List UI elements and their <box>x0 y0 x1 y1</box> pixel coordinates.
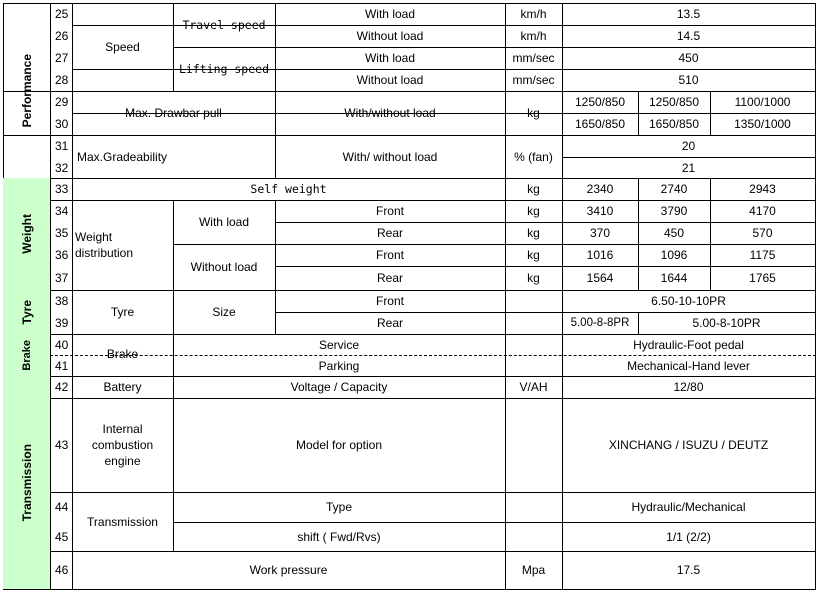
row-number: 44 <box>55 500 69 514</box>
lifting-without-load-label: Without load <box>356 73 424 87</box>
weight-unit: kg <box>527 226 540 240</box>
gradeability-label: Max.Gradeability <box>77 149 168 164</box>
row-number: 39 <box>55 316 69 330</box>
unit-mmsec: mm/sec <box>512 73 555 87</box>
battery-value: 12/80 <box>673 380 704 394</box>
section-transmission: Transmission <box>3 376 50 589</box>
weight-unit: kg <box>527 271 540 285</box>
unit-kmh: km/h <box>520 29 547 43</box>
drawbar-condition: With/without load <box>344 106 436 120</box>
brake-service-label: Service <box>318 337 359 352</box>
self-weight-value: 2340 <box>586 182 614 196</box>
transmission-type-label: Type <box>325 500 352 514</box>
section-tyre: Tyre <box>3 290 50 334</box>
weight-distribution-label: Weight distribution <box>75 230 134 260</box>
brake-parking-value: Mechanical-Hand lever <box>627 358 750 373</box>
row-number: 28 <box>55 73 69 87</box>
grid-line <box>505 290 506 335</box>
with-rear-value: 370 <box>589 226 611 240</box>
without-rear-value: 1644 <box>660 271 688 285</box>
drawbar-unit: kg <box>527 106 540 120</box>
row-number: 33 <box>55 182 69 196</box>
row-number: 32 <box>55 160 69 175</box>
front-label: Front <box>375 204 404 218</box>
drawbar-label: Max. Drawbar pull <box>125 106 222 120</box>
brake-label: Brake <box>106 346 139 361</box>
lifting-without-load-value: 510 <box>678 73 699 87</box>
voltage-capacity-label: Voltage / Capacity <box>290 380 388 394</box>
tyre-rear-value: 5.00-8-10PR <box>692 316 761 330</box>
row-number: 37 <box>55 271 69 285</box>
row-number: 38 <box>55 294 69 308</box>
work-pressure-unit: Mpa <box>521 563 546 577</box>
with-rear-value: 450 <box>663 226 685 240</box>
travel-with-load-label: With load <box>364 7 416 21</box>
row-number: 45 <box>55 529 69 544</box>
row-number: 29 <box>55 95 69 109</box>
drawbar-value: 1650/850 <box>648 117 700 131</box>
drawbar-value: 1250/850 <box>574 95 626 109</box>
gradeability-condition: With/ without load <box>342 149 438 164</box>
drawbar-value: 1350/1000 <box>734 117 791 131</box>
tyre-rear-value: 5.00-8-8PR <box>570 317 630 329</box>
row-number: 41 <box>55 358 69 373</box>
row-number: 27 <box>55 51 69 65</box>
drawbar-value: 1250/850 <box>648 95 700 109</box>
with-front-value: 3410 <box>586 204 614 218</box>
section-brake: Brake <box>3 334 50 376</box>
drawbar-value: 1650/850 <box>574 117 626 131</box>
brake-parking-label: Parking <box>318 358 360 373</box>
with-front-value: 3790 <box>660 204 688 218</box>
transmission-type-value: Hydraulic/Mechanical <box>631 500 746 514</box>
gradeability-value: 20 <box>681 139 696 153</box>
row-number: 31 <box>55 139 69 153</box>
lifting-with-load-label: With load <box>364 51 416 65</box>
row-number: 36 <box>55 248 69 262</box>
lifting-speed-label: Lifting speed <box>178 62 269 76</box>
without-load-label: Without load <box>190 260 258 274</box>
gradeability-value: 21 <box>681 160 696 175</box>
model-option-label: Model for option <box>295 438 383 452</box>
without-front-value: 1016 <box>586 248 614 262</box>
weight-unit: kg <box>527 204 540 218</box>
row-number: 34 <box>55 204 69 218</box>
front-label: Front <box>375 248 404 262</box>
travel-without-load-label: Without load <box>356 29 424 43</box>
grid-line <box>3 589 816 590</box>
tyre-size-label: Size <box>212 305 236 319</box>
travel-speed-label: Travel speed <box>182 18 266 32</box>
section-performance: Performance <box>19 53 34 128</box>
without-front-value: 1096 <box>660 248 688 262</box>
rear-label: Rear <box>376 271 403 285</box>
engine-label: Internal combustion engine <box>91 422 154 468</box>
tyre-front-value: 6.50-10-10PR <box>651 294 726 308</box>
row-number: 46 <box>55 563 69 577</box>
battery-label: Battery <box>103 380 142 394</box>
battery-unit: V/AH <box>519 380 548 394</box>
work-pressure-label: Work pressure <box>249 563 328 577</box>
work-pressure-value: 17.5 <box>676 563 701 577</box>
with-rear-value: 570 <box>752 226 773 240</box>
unit-mmsec: mm/sec <box>512 51 555 65</box>
unit-kmh: km/h <box>520 7 547 21</box>
tyre-front-label: Front <box>375 294 404 308</box>
self-weight-value: 2740 <box>660 182 688 196</box>
section-weight: Weight <box>3 178 50 290</box>
tyre-rear-label: Rear <box>376 316 403 330</box>
without-front-value: 1175 <box>749 248 776 262</box>
row-number: 35 <box>55 226 69 240</box>
row-number: 30 <box>55 117 69 131</box>
tyre-label: Tyre <box>110 305 135 319</box>
row-number: 25 <box>55 7 69 21</box>
gradeability-unit: % (fan) <box>514 149 553 164</box>
speed-label: Speed <box>105 40 140 54</box>
without-rear-value: 1765 <box>749 271 776 285</box>
grid-line <box>505 398 506 552</box>
row-number: 26 <box>55 29 69 43</box>
rear-label: Rear <box>376 226 403 240</box>
lifting-with-load-value: 450 <box>678 51 699 65</box>
with-load-label: With load <box>198 215 250 229</box>
row-number: 42 <box>55 380 69 394</box>
row-number: 43 <box>55 438 69 452</box>
self-weight-label: Self weight <box>250 182 327 196</box>
transmission-shift-value: 1/1 (2/2) <box>666 529 711 544</box>
with-front-value: 4170 <box>749 204 776 218</box>
engine-value: XINCHANG / ISUZU / DEUTZ <box>608 438 769 452</box>
self-weight-value: 2943 <box>749 182 776 196</box>
grid-line <box>815 3 816 590</box>
travel-without-load-value: 14.5 <box>676 29 701 43</box>
self-weight-unit: kg <box>527 182 540 196</box>
transmission-shift-label: shift ( Fwd/Rvs) <box>297 529 381 544</box>
row-number: 40 <box>55 337 69 352</box>
drawbar-value: 1100/1000 <box>734 95 791 109</box>
brake-service-value: Hydraulic-Foot pedal <box>633 337 744 352</box>
travel-with-load-value: 13.5 <box>676 7 701 21</box>
without-rear-value: 1564 <box>586 271 614 285</box>
transmission-label: Transmission <box>87 514 158 529</box>
weight-unit: kg <box>527 248 540 262</box>
